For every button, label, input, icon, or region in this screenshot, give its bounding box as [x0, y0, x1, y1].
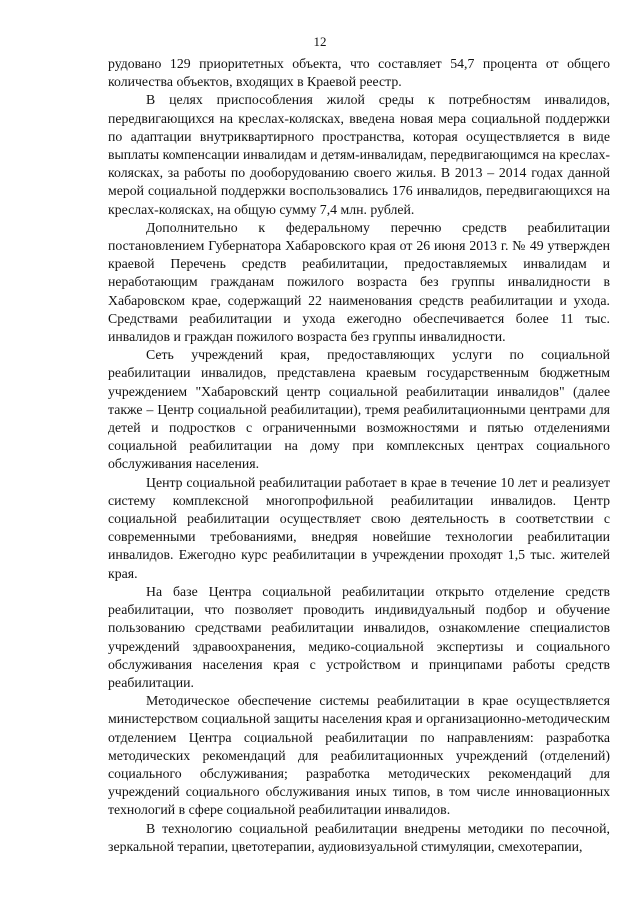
paragraph-institution-network: Сеть учреждений края, предоставляющих услуги по социальной реабилитации инвалидов, представлена краевым государственным бюджетным учреждением "Хабаровский центр социальной реабилитации инвалидов" (далее также – Центр социальной реабилитации), тремя реабилитационными центрами для детей и подростков с ограниченными возможностями и пятью отделениями социальной реабилитации на дому при комплексных центрах социального обслуживания населения. [108, 347, 610, 472]
paragraph-rehab-aids-department: На базе Центра социальной реабилитации открыто отделение средств реабилитации, что позволяет проводить индивидуальный подбор и обучение пользованию средствами реабилитации инвалидов, ознакомление специалистов учреждений здравоохранения, медико-социальной экспертизы и социального обслуживания населения края с устройством и принципами работы средств реабилитации. [108, 583, 610, 690]
paragraph-regional-rehab-list: Дополнительно к федеральному перечню средств реабилитации постановлением Губернатора Хабаровского края от 26 июня 2013 г. № 49 утвержден краевой Перечень средств реабилитации, предоставляемых инвалидам и неработающим гражданам пожилого возраста без группы инвалидности в Хабаровском крае, содержащий 22 наименования средств реабилитации и ухода. Средствами реабилитации и ухода ежегодно обеспечивается более 11 тыс. инвалидов и граждан пожилого возраста без группы инвалидности. [108, 219, 610, 345]
paragraph-housing-adaptation: В целях приспособления жилой среды к потребностям инвалидов, передвигающихся на креслах-колясках, введена новая мера социальной поддержки по адаптации внутриквартирного пространства, которая осуществляется в виде выплаты компенсации инвалидам и детям-инвалидам, передвигающимся на креслах-колясках, за работы по дооборудованию своего жилья. В 2013 – 2014 годах данной мерой социальной поддержки воспользовались 176 инвалидов, передвигающихся на креслах-колясках, на общую сумму 7,4 млн. рублей. [108, 92, 610, 217]
page-number: 12 [313, 34, 327, 49]
paragraph-rehab-center: Центр социальной реабилитации работает в крае в течение 10 лет и реализует систему комплексной многопрофильной реабилитации инвалидов. Центр социальной реабилитации осуществляет свою деятельность в соответствии с современными требованиями, внедряя новейшие технологии реабилитации инвалидов. Ежегодно курс реабилитации в учреждении проходят 1,5 тыс. жителей края. [108, 474, 610, 581]
document-body [108, 55, 610, 856]
paragraph-continuation: рудовано 129 приоритетных объекта, что составляет 54,7 процента от общего количества объектов, входящих в Краевой реестр. [108, 56, 610, 90]
paragraph-methodological-support: Методическое обеспечение системы реабилитации в крае осуществляется министерством социальной защиты населения края и организационно-методическим отделением Центра социальной реабилитации по направлениям: разработка методических рекомендаций для реабилитационных учреждений (отделений) социального обслуживания; разработка методических рекомендаций для учреждений социального обслуживания иных типов, в том числе инновационных технологий в сфере социальной реабилитации инвалидов. [108, 693, 610, 818]
paragraph-rehab-technologies: В технологию социальной реабилитации внедрены методики по песочной, зеркальной терапии, цветотерапии, аудиовизуальной стимуляции, смехотерапии, [108, 820, 610, 854]
